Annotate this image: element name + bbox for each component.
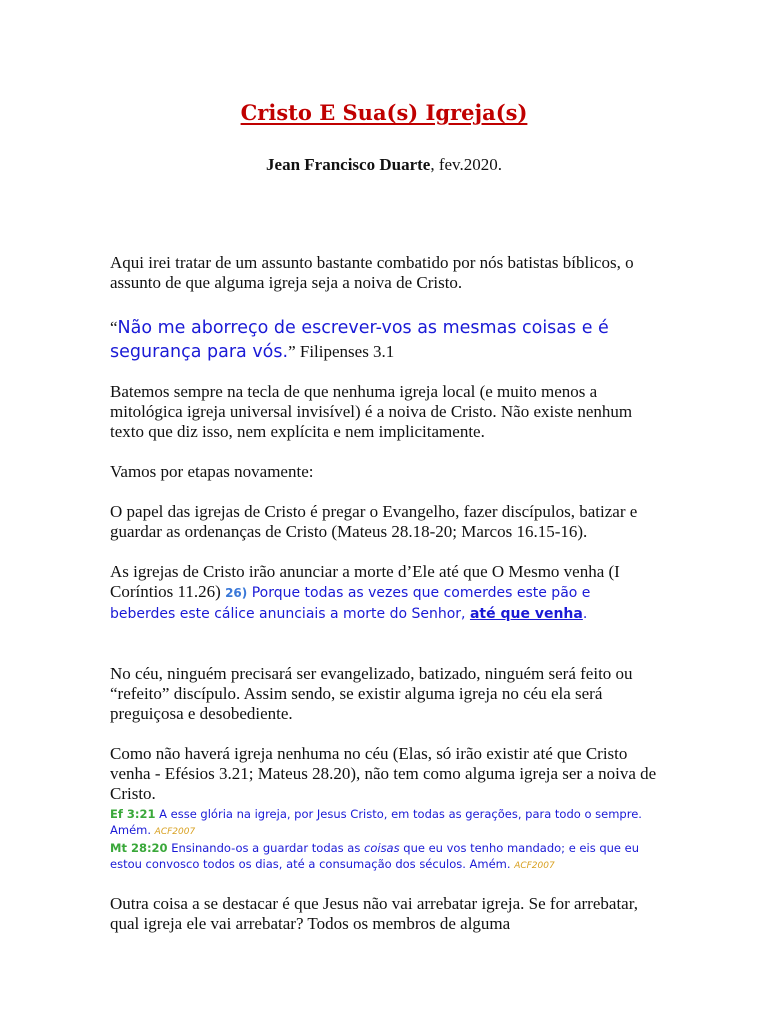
reference-text: que eu vos tenho mandado; e eis que eu estou convosco todos os dias, até a consumação dos séculos. Amém. [110,841,640,871]
byline [0,155,768,175]
paragraph-8: Outra coisa a se destacar é que Jesus não vai arrebatar igreja. Se for arrebatar, qual igreja ele vai arrebatar? Todos os membros de alguma [110,894,638,933]
paragraph-3: Vamos por etapas novamente: [110,462,314,481]
verse-text: Porque todas as vezes que comerdes este pão e beberdes este cálice anunciais a morte do Senhor, [110,585,591,622]
paragraph-6: No céu, ninguém precisará ser evangelizado, batizado, ninguém será feito ou “refeito” discípulo. Assim sendo, se existir alguma igreja no céu ela será preguiçosa e desobediente. [110,664,633,723]
verse-end: . [582,606,588,622]
reference-label: Ef 3:21 [110,807,156,821]
verse-number: 26) [225,586,248,600]
reference-text: Ensinando-os a guardar todas as [167,841,365,855]
quote-open: “ [110,318,118,337]
document-title: Cristo E Sua(s) Igreja(s) [240,100,528,125]
reference-mt-28-20 [110,840,658,874]
reference-text: A esse glória na igreja, por Jesus Cristo, em todas as gerações, para todo o sempre. Amém. [110,807,642,837]
quote-paragraph [110,316,658,364]
byline-date: , fev.2020. [430,155,502,174]
paragraph-5-text: As igrejas de Cristo irão anunciar a morte d’Ele até que O Mesmo venha (I Coríntios 11.26) [110,562,620,601]
ate-que-venha-link[interactable]: até que venha [469,606,583,622]
document-body [110,253,658,934]
paragraph-5 [110,562,658,624]
paragraph-2: Batemos sempre na tecla de que nenhuma igreja local (e muito menos a mitológica igreja universal invisível) é a noiva de Cristo. Não existe nenhum texto que diz isso, nem explícita e nem implicitamente. [110,382,633,441]
bible-version-tag: ACF2007 [514,861,555,871]
quote-close: ” [288,342,296,361]
author-name: Jean Francisco Duarte [266,155,431,174]
quote-text: Não me aborreço de escrever-vos as mesmas coisas e é segurança para vós. [110,318,609,362]
reference-ef-3-21 [110,806,658,840]
reference-label: Mt 28:20 [110,841,168,855]
reference-italic-word: coisas [364,841,400,855]
bible-version-tag: ACF2007 [154,827,196,837]
quote-reference: Filipenses 3.1 [295,342,395,361]
paragraph-intro: Aqui irei tratar de um assunto bastante combatido por nós batistas bíblicos, o assunto de que alguma igreja seja a noiva de Cristo. [110,253,634,292]
paragraph-4: O papel das igrejas de Cristo é pregar o Evangelho, fazer discípulos, batizar e guardar as ordenanças de Cristo (Mateus 28.18-20; Marcos 16.15-16). [110,502,638,541]
paragraph-7: Como não haverá igreja nenhuma no céu (Elas, só irão existir até que Cristo venha - Efésios 3.21; Mateus 28.20), não tem como alguma igreja ser a noiva de Cristo. [110,744,657,803]
